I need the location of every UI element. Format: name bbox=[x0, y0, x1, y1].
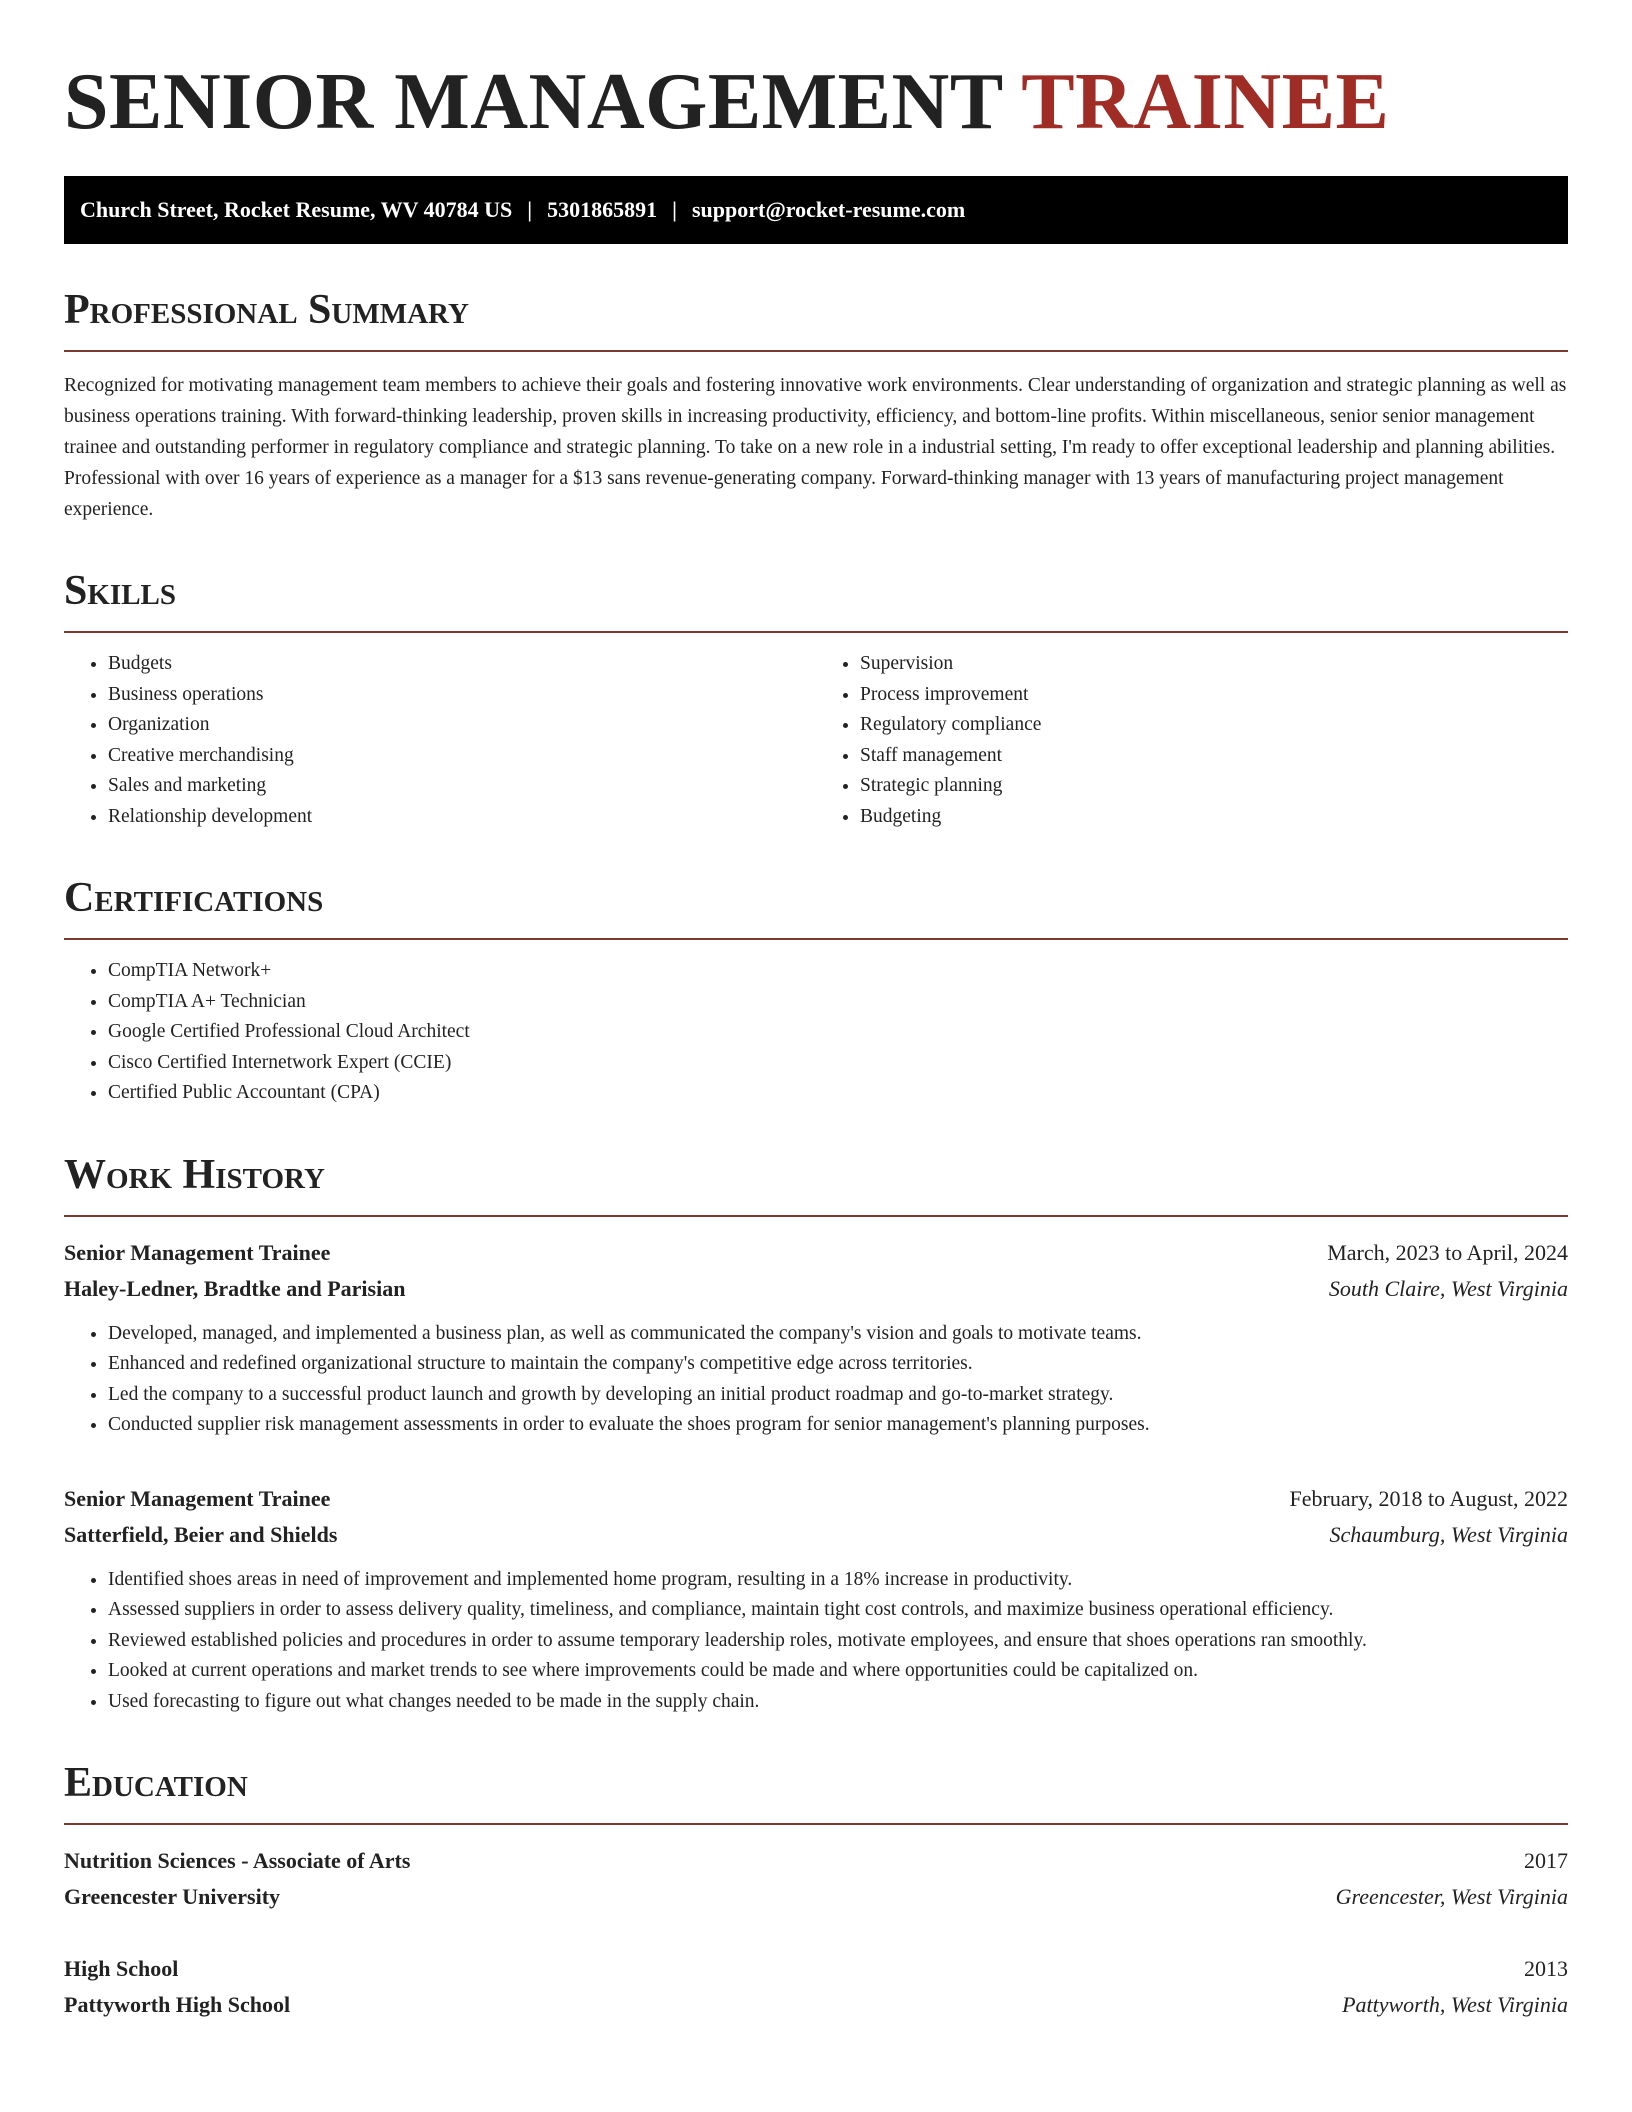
resume-title bbox=[64, 52, 1568, 152]
skill-item: • Sales and marketing bbox=[108, 771, 816, 802]
job-header-row bbox=[64, 1235, 1568, 1271]
skill-item: • Organization bbox=[108, 710, 816, 741]
skill-item: • Relationship development bbox=[108, 802, 816, 833]
job-bullet: • Identified shoes areas in need of improvement and implemented home program, resulting in a 18% increase in productivity. bbox=[108, 1565, 1568, 1596]
job-company-row bbox=[64, 1517, 1568, 1553]
contact-separator: | bbox=[527, 197, 533, 222]
education-school-row bbox=[64, 1987, 1568, 2023]
job-location: Schaumburg, West Virginia bbox=[1329, 1521, 1568, 1547]
certification-item: • Cisco Certified Internetwork Expert (CCIE) bbox=[108, 1048, 1568, 1079]
education-school-row bbox=[64, 1879, 1568, 1915]
job-company: Satterfield, Beier and Shields bbox=[64, 1521, 338, 1547]
section-title: Work History bbox=[64, 1149, 1568, 1217]
job-entry bbox=[64, 1235, 1568, 1441]
job-bullet: • Led the company to a successful product launch and growth by developing an initial product roadmap and go-to-market strategy. bbox=[108, 1380, 1568, 1411]
education-location: Pattyworth, West Virginia bbox=[1342, 1992, 1568, 2017]
skill-item: • Business operations bbox=[108, 680, 816, 711]
job-bullet: • Used forecasting to figure out what changes needed to be made in the supply chain. bbox=[108, 1687, 1568, 1718]
education-location: Greencester, West Virginia bbox=[1335, 1884, 1568, 1909]
education-entry bbox=[64, 1951, 1568, 2023]
skills-list-left bbox=[64, 649, 816, 832]
section-title: Certifications bbox=[64, 872, 1568, 940]
education-section bbox=[64, 1757, 1568, 2023]
skill-item: • Process improvement bbox=[860, 680, 1568, 711]
job-location: South Claire, West Virginia bbox=[1328, 1275, 1568, 1301]
skill-item: • Regulatory compliance bbox=[860, 710, 1568, 741]
certification-item: • CompTIA Network+ bbox=[108, 956, 1568, 987]
job-role: Senior Management Trainee bbox=[64, 1485, 331, 1511]
job-bullet: • Reviewed established policies and procedures in order to assume temporary leadership roles, motivate employees, and ensure that shoes operations ran smoothly. bbox=[108, 1626, 1568, 1657]
section-title: Professional Summary bbox=[64, 284, 1568, 352]
job-role: Senior Management Trainee bbox=[64, 1239, 331, 1265]
education-degree: High School bbox=[64, 1956, 179, 1981]
section-title: Education bbox=[64, 1757, 1568, 1825]
work-history-section bbox=[64, 1149, 1568, 1718]
contact-bar bbox=[64, 176, 1568, 244]
job-company: Haley-Ledner, Bradtke and Parisian bbox=[64, 1275, 406, 1301]
certification-item: • CompTIA A+ Technician bbox=[108, 987, 1568, 1018]
certifications-list bbox=[64, 956, 1568, 1109]
job-bullet: • Developed, managed, and implemented a business plan, as well as communicated the company's vision and goals to motivate teams. bbox=[108, 1319, 1568, 1350]
contact-separator: | bbox=[672, 197, 677, 222]
skills-list-right bbox=[816, 649, 1568, 832]
certification-item: • Google Certified Professional Cloud Architect bbox=[108, 1017, 1568, 1048]
job-bullet: • Enhanced and redefined organizational structure to maintain the company's competitive edge across territories. bbox=[108, 1349, 1568, 1380]
skills-section bbox=[64, 565, 1568, 832]
summary-section bbox=[64, 284, 1568, 525]
title-first: SENIOR MANAGEMENT bbox=[64, 58, 1003, 146]
skills-grid bbox=[64, 649, 1568, 832]
education-school: Pattyworth High School bbox=[64, 1992, 291, 2017]
education-year: 2013 bbox=[1524, 1956, 1568, 1981]
skill-item: • Budgeting bbox=[860, 802, 1568, 833]
job-bullets bbox=[64, 1319, 1568, 1441]
education-degree: Nutrition Sciences - Associate of Arts bbox=[64, 1848, 411, 1873]
job-bullet: • Assessed suppliers in order to assess delivery quality, timeliness, and compliance, maintain tight cost controls, and maximize business operational efficiency. bbox=[108, 1595, 1568, 1626]
job-entry bbox=[64, 1481, 1568, 1718]
education-year: 2017 bbox=[1524, 1848, 1568, 1873]
job-dates: March, 2023 to April, 2024 bbox=[1327, 1239, 1568, 1265]
contact-phone: 5301865891 bbox=[547, 197, 658, 222]
education-degree-row bbox=[64, 1951, 1568, 1987]
job-header-row bbox=[64, 1481, 1568, 1517]
skill-item: • Supervision bbox=[860, 649, 1568, 680]
job-bullet: • Conducted supplier risk management assessments in order to evaluate the shoes program for senior management's planning purposes. bbox=[108, 1410, 1568, 1441]
job-company-row bbox=[64, 1271, 1568, 1307]
skill-item: • Creative merchandising bbox=[108, 741, 816, 772]
education-school: Greencester University bbox=[64, 1884, 281, 1909]
certification-item: • Certified Public Accountant (CPA) bbox=[108, 1078, 1568, 1109]
title-last: TRAINEE bbox=[1021, 58, 1390, 146]
section-title: Skills bbox=[64, 565, 1568, 633]
job-bullet: • Looked at current operations and market trends to see where improvements could be made and where opportunities could be capitalized on. bbox=[108, 1656, 1568, 1687]
job-dates: February, 2018 to August, 2022 bbox=[1289, 1485, 1568, 1511]
education-entry bbox=[64, 1843, 1568, 1915]
skill-item: • Budgets bbox=[108, 649, 816, 680]
education-degree-row bbox=[64, 1843, 1568, 1879]
skill-item: • Staff management bbox=[860, 741, 1568, 772]
contact-email: support@rocket-resume.com bbox=[691, 197, 966, 222]
skill-item: • Strategic planning bbox=[860, 771, 1568, 802]
certifications-section bbox=[64, 872, 1568, 1109]
job-bullets bbox=[64, 1565, 1568, 1718]
summary-text: Recognized for motivating management team members to achieve their goals and fostering innovative work environments. Clear understanding of organization and strategic planning as well as business operations training. With forward-thinking leadership, proven skills in increasing productivity, efficiency, and bottom-line profits. Within miscellaneous, senior senior management trainee and outstanding performer in regulatory compliance and strategic planning. To take on a new role in a industrial setting, I'm ready to offer exceptional leadership and planning abilities. Professional with over 16 years of experience as a manager for a $13 sans revenue-generating company. Forward-thinking manager with 13 years of manufacturing project management experience. bbox=[64, 375, 1567, 520]
contact-address: Church Street, Rocket Resume, WV 40784 US bbox=[80, 197, 513, 222]
